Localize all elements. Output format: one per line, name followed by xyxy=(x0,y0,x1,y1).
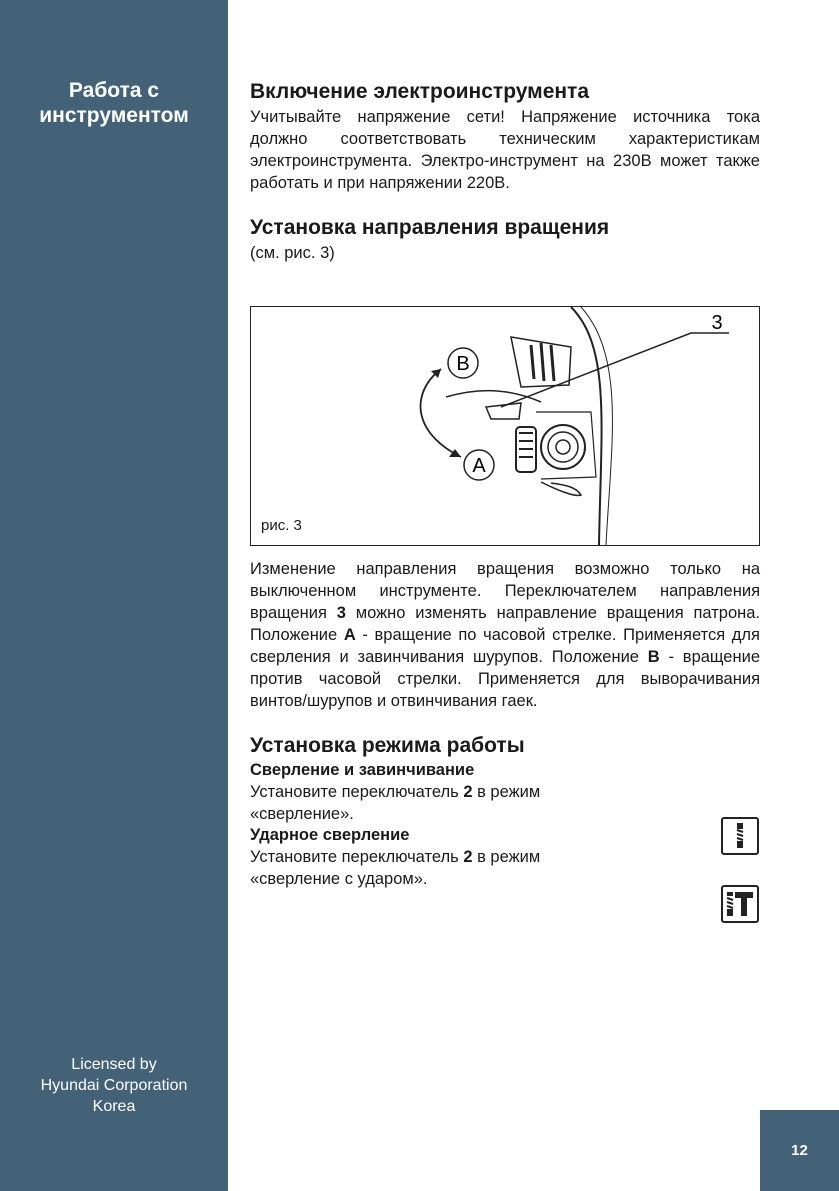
rotation-section xyxy=(250,558,760,890)
drill-bit-icon xyxy=(721,817,759,855)
mode-heading: Установка режима работы xyxy=(250,734,525,757)
mode-instructions xyxy=(250,760,620,890)
drilling-text-2: в режим «сверление». xyxy=(250,783,541,823)
label-b: B xyxy=(456,353,470,375)
license-line1: Licensed by xyxy=(71,1056,157,1073)
rotation-text-1: Изменение направления вращения возможно только на выключенном инструменте. Переключателем направления вращения xyxy=(250,560,760,622)
impact-text xyxy=(250,846,620,890)
section-title xyxy=(0,78,228,128)
figure-3 xyxy=(250,306,760,546)
license-line3: Korea xyxy=(92,1098,136,1115)
page-number: 12 xyxy=(760,1110,839,1191)
section-title-line1: Работа с xyxy=(68,79,160,102)
impact-text-1: Установите переключатель xyxy=(250,848,464,866)
power-on-text: Учитывайте напряжение сети! Напряжение источника тока должно соответствовать техническим характеристикам электроинструмента. Электро-инструмент на 230В может также работать и при напряжении 220В. xyxy=(250,108,760,192)
hammer-drill-icon xyxy=(721,885,759,923)
rotation-subheading: (см. рис. 3) xyxy=(250,244,335,262)
rotation-text-4: - вращение против часовой стрелки. Применяется для выворачивания винтов/шурупов и отвинчивания гаек. xyxy=(250,648,760,710)
drilling-text-1: Установите переключатель xyxy=(250,783,464,801)
rotation-text-2: можно изменять направление вращения патрона. Положение xyxy=(250,604,760,644)
rotation-bold-a: А xyxy=(343,626,356,644)
rotation-text xyxy=(250,558,760,712)
rotation-text-3: - вращение по часовой стрелке. Применяется для сверления и завинчивания шурупов. Положение xyxy=(250,626,760,666)
main-content xyxy=(250,78,760,264)
rotation-heading: Установка направления вращения xyxy=(250,216,610,239)
power-on-heading: Включение электроинструмента xyxy=(250,80,590,103)
drilling-text xyxy=(250,781,620,825)
figure-caption: рис. 3 xyxy=(261,517,302,534)
label-3: 3 xyxy=(711,312,723,334)
license-text xyxy=(0,1054,228,1117)
rotation-bold-b: В xyxy=(647,648,660,666)
label-a: A xyxy=(472,455,486,477)
impact-heading: Ударное сверление xyxy=(250,826,410,844)
drill-illustration xyxy=(251,307,759,545)
section-title-line2: инструментом xyxy=(39,104,189,127)
rotation-bold-3: 3 xyxy=(336,604,346,622)
license-line2: Hyundai Corporation xyxy=(40,1077,188,1094)
drilling-bold: 2 xyxy=(463,783,473,801)
drilling-heading: Сверление и завинчивание xyxy=(250,761,475,779)
impact-text-2: в режим «сверление с ударом». xyxy=(250,848,541,888)
sidebar xyxy=(0,0,228,1191)
impact-bold: 2 xyxy=(463,848,473,866)
